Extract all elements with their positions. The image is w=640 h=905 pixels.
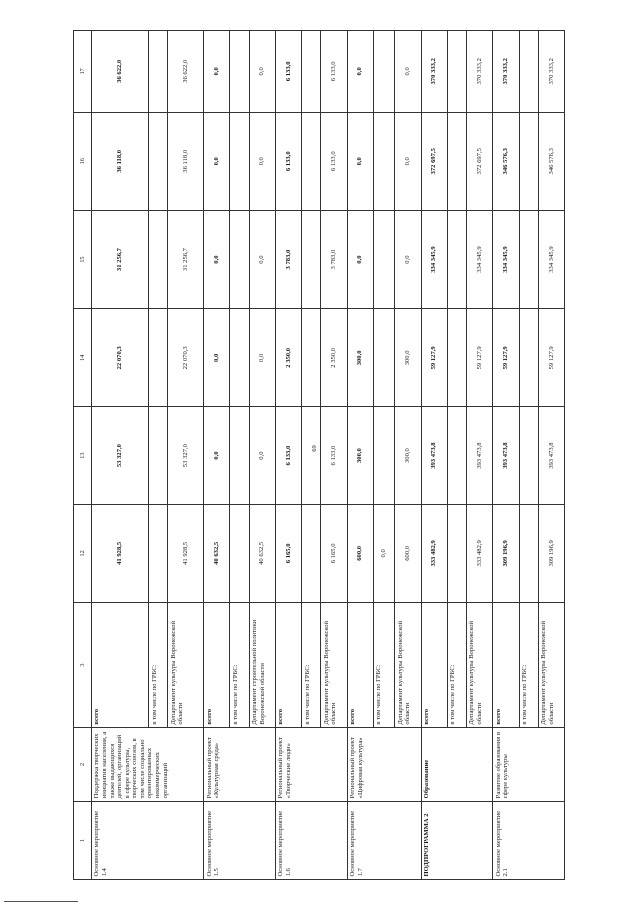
table-row [91, 31, 148, 880]
funding-source-cell: в том числе по ГРБС: [373, 602, 395, 727]
amount-cell: 6 133,0 [321, 31, 347, 113]
column-header: 14 [74, 309, 92, 407]
budget-table [73, 30, 565, 880]
amount-cell: 36 118,0 [91, 112, 148, 210]
amount-cell: 22 070,3 [168, 309, 204, 407]
amount-cell [447, 210, 466, 308]
amount-cell: 393 473,8 [466, 407, 492, 504]
amount-cell [373, 309, 395, 407]
amount-cell [447, 309, 466, 407]
amount-cell: 600,0 [347, 504, 373, 602]
amount-cell: 300,0 [395, 407, 421, 504]
amount-cell: 346 576,3 [538, 112, 564, 210]
amount-cell: 36 118,0 [168, 112, 204, 210]
amount-cell: 22 070,3 [91, 309, 148, 407]
funding-source-cell: всего [275, 602, 301, 727]
column-header: 3 [74, 602, 92, 727]
amount-cell [302, 210, 321, 308]
amount-cell: 59 127,9 [466, 309, 492, 407]
amount-cell [149, 309, 168, 407]
amount-cell: 41 928,5 [168, 504, 204, 602]
footer-rule [4, 901, 78, 902]
amount-cell [519, 407, 538, 504]
amount-cell [230, 504, 249, 602]
amount-cell: 0,0 [204, 210, 230, 308]
amount-cell [447, 112, 466, 210]
funding-source-cell: Департамент культуры Воронежской области [321, 602, 347, 727]
table-body [74, 31, 565, 880]
amount-cell [149, 210, 168, 308]
amount-cell [230, 112, 249, 210]
amount-cell: 370 333,2 [538, 31, 564, 113]
funding-source-cell: всего [204, 602, 230, 727]
rotated-table-wrapper [73, 30, 565, 880]
funding-source-cell: всего [91, 602, 148, 727]
amount-cell [519, 504, 538, 602]
amount-cell [519, 112, 538, 210]
amount-cell: 0,0 [395, 31, 421, 113]
amount-cell: 0,0 [249, 407, 275, 504]
amount-cell [519, 31, 538, 113]
table-row [493, 31, 519, 880]
amount-cell: 6 133,0 [275, 31, 301, 113]
amount-cell: 6 133,0 [321, 112, 347, 210]
funding-source-cell: всего [421, 602, 447, 727]
amount-cell: 0,0 [395, 210, 421, 308]
amount-cell: 370 333,2 [493, 31, 519, 113]
event-name-cell: Развитие образования в сфере культуры [493, 728, 565, 802]
event-name-cell: Региональный проект «Цифровая культура» [347, 728, 421, 802]
amount-cell: 59 127,9 [493, 309, 519, 407]
amount-cell [302, 112, 321, 210]
amount-cell [149, 112, 168, 210]
funding-source-cell: в том числе по ГРБС: [302, 602, 321, 727]
table-row [204, 31, 230, 880]
amount-cell: 40 632,5 [249, 504, 275, 602]
amount-cell [149, 407, 168, 504]
amount-cell: 3 783,0 [321, 210, 347, 308]
event-name-cell: Образование [421, 728, 493, 802]
funding-source-cell: всего [347, 602, 373, 727]
amount-cell [373, 210, 395, 308]
amount-cell: 6 165,0 [275, 504, 301, 602]
amount-cell: 0,0 [395, 112, 421, 210]
amount-cell [373, 407, 395, 504]
amount-cell [230, 31, 249, 113]
amount-cell: 31 256,7 [91, 210, 148, 308]
amount-cell: 0,0 [249, 31, 275, 113]
amount-cell: 0,0 [347, 112, 373, 210]
funding-source-cell: Департамент культуры Воронежской области [168, 602, 204, 727]
amount-cell: 0,0 [373, 504, 395, 602]
funding-source-cell: в том числе по ГРБС: [230, 602, 249, 727]
amount-cell: 0,0 [249, 210, 275, 308]
amount-cell: 40 632,5 [204, 504, 230, 602]
amount-cell: 6 133,0 [275, 407, 301, 504]
amount-cell: 59 127,9 [421, 309, 447, 407]
amount-cell: 59 127,9 [538, 309, 564, 407]
amount-cell: 393 473,8 [493, 407, 519, 504]
funding-source-cell: Департамент культуры Воронежской области [395, 602, 421, 727]
column-header: 1 [74, 801, 92, 879]
amount-cell: 6 133,0 [321, 407, 347, 504]
amount-cell: 36 622,0 [168, 31, 204, 113]
amount-cell: 2 350,0 [321, 309, 347, 407]
amount-cell: 53 327,0 [168, 407, 204, 504]
amount-cell: 393 473,8 [538, 407, 564, 504]
event-code-cell: Основное мероприятие 1.6 [275, 801, 347, 879]
amount-cell: 333 482,9 [466, 504, 492, 602]
funding-source-cell: Департамент культуры Воронежской области [466, 602, 492, 727]
funding-source-cell: Департамент культуры Воронежской области [538, 602, 564, 727]
amount-cell: 53 327,0 [91, 407, 148, 504]
funding-source-cell: всего [493, 602, 519, 727]
event-code-cell: Основное мероприятие 2.1 [493, 801, 565, 879]
amount-cell: 333 482,9 [421, 504, 447, 602]
amount-cell: 300,0 [347, 309, 373, 407]
amount-cell: 372 697,5 [421, 112, 447, 210]
amount-cell: 300,0 [347, 407, 373, 504]
amount-cell: 334 345,9 [466, 210, 492, 308]
amount-cell: 0,0 [204, 407, 230, 504]
amount-cell: 6 165,0 [321, 504, 347, 602]
amount-cell: 309 196,9 [538, 504, 564, 602]
amount-cell [373, 112, 395, 210]
amount-cell [447, 407, 466, 504]
amount-cell [447, 504, 466, 602]
column-header: 17 [74, 31, 92, 113]
amount-cell: 370 333,2 [466, 31, 492, 113]
amount-cell: 309 196,9 [493, 504, 519, 602]
amount-cell [519, 309, 538, 407]
funding-source-cell: в том числе по ГРБС: [447, 602, 466, 727]
table-row [347, 31, 373, 880]
amount-cell: 300,0 [395, 309, 421, 407]
amount-cell: 6 133,0 [275, 112, 301, 210]
amount-cell [302, 31, 321, 113]
amount-cell [149, 504, 168, 602]
amount-cell [230, 210, 249, 308]
amount-cell [302, 504, 321, 602]
header-row [74, 31, 92, 880]
event-name-cell: Региональный проект «Культурная среда» [204, 728, 276, 802]
amount-cell: 600,0 [395, 504, 421, 602]
amount-cell: 3 783,0 [275, 210, 301, 308]
event-code-cell: ПОДПРОГРАММА 2 [421, 801, 493, 879]
amount-cell: 0,0 [204, 112, 230, 210]
amount-cell [302, 309, 321, 407]
amount-cell: 41 928,5 [91, 504, 148, 602]
amount-cell: 334 345,9 [493, 210, 519, 308]
event-code-cell: Основное мероприятие 1.7 [347, 801, 421, 879]
table-row [275, 31, 301, 880]
amount-cell [230, 309, 249, 407]
column-header: 13 [74, 407, 92, 504]
column-header: 12 [74, 504, 92, 602]
column-header: 15 [74, 210, 92, 308]
amount-cell: 2 350,0 [275, 309, 301, 407]
event-code-cell: Основное мероприятие 1.4 [91, 801, 203, 879]
amount-cell: 0,0 [204, 31, 230, 113]
column-header: 2 [74, 728, 92, 802]
amount-cell [519, 210, 538, 308]
amount-cell: 372 697,5 [466, 112, 492, 210]
amount-cell: 0,0 [347, 31, 373, 113]
amount-cell: 0,0 [347, 210, 373, 308]
amount-cell [149, 31, 168, 113]
page-number: 69 [310, 445, 318, 452]
amount-cell: 36 622,0 [91, 31, 148, 113]
column-header: 16 [74, 112, 92, 210]
event-name-cell: Поддержка творческих инициатив населения, а также выдающихся деятелей, организаций в сфере культуры, творческих союзов, в том числе социально ориентированных некоммерческих организаций [91, 728, 203, 802]
amount-cell: 334 345,9 [538, 210, 564, 308]
amount-cell: 31 256,7 [168, 210, 204, 308]
funding-source-cell: в том числе по ГРБС: [149, 602, 168, 727]
table-row [421, 31, 447, 880]
amount-cell: 0,0 [249, 309, 275, 407]
amount-cell [302, 407, 321, 504]
amount-cell [373, 31, 395, 113]
amount-cell: 393 473,8 [421, 407, 447, 504]
event-code-cell: Основное мероприятие 1.5 [204, 801, 276, 879]
amount-cell: 334 345,9 [421, 210, 447, 308]
funding-source-cell: Департамент строительной политики Воронежской области [249, 602, 275, 727]
amount-cell [447, 31, 466, 113]
amount-cell [230, 407, 249, 504]
amount-cell: 370 333,2 [421, 31, 447, 113]
amount-cell: 0,0 [249, 112, 275, 210]
funding-source-cell: в том числе по ГРБС: [519, 602, 538, 727]
amount-cell: 346 576,3 [493, 112, 519, 210]
amount-cell: 0,0 [204, 309, 230, 407]
event-name-cell: Региональный проект «Творческие люди» [275, 728, 347, 802]
